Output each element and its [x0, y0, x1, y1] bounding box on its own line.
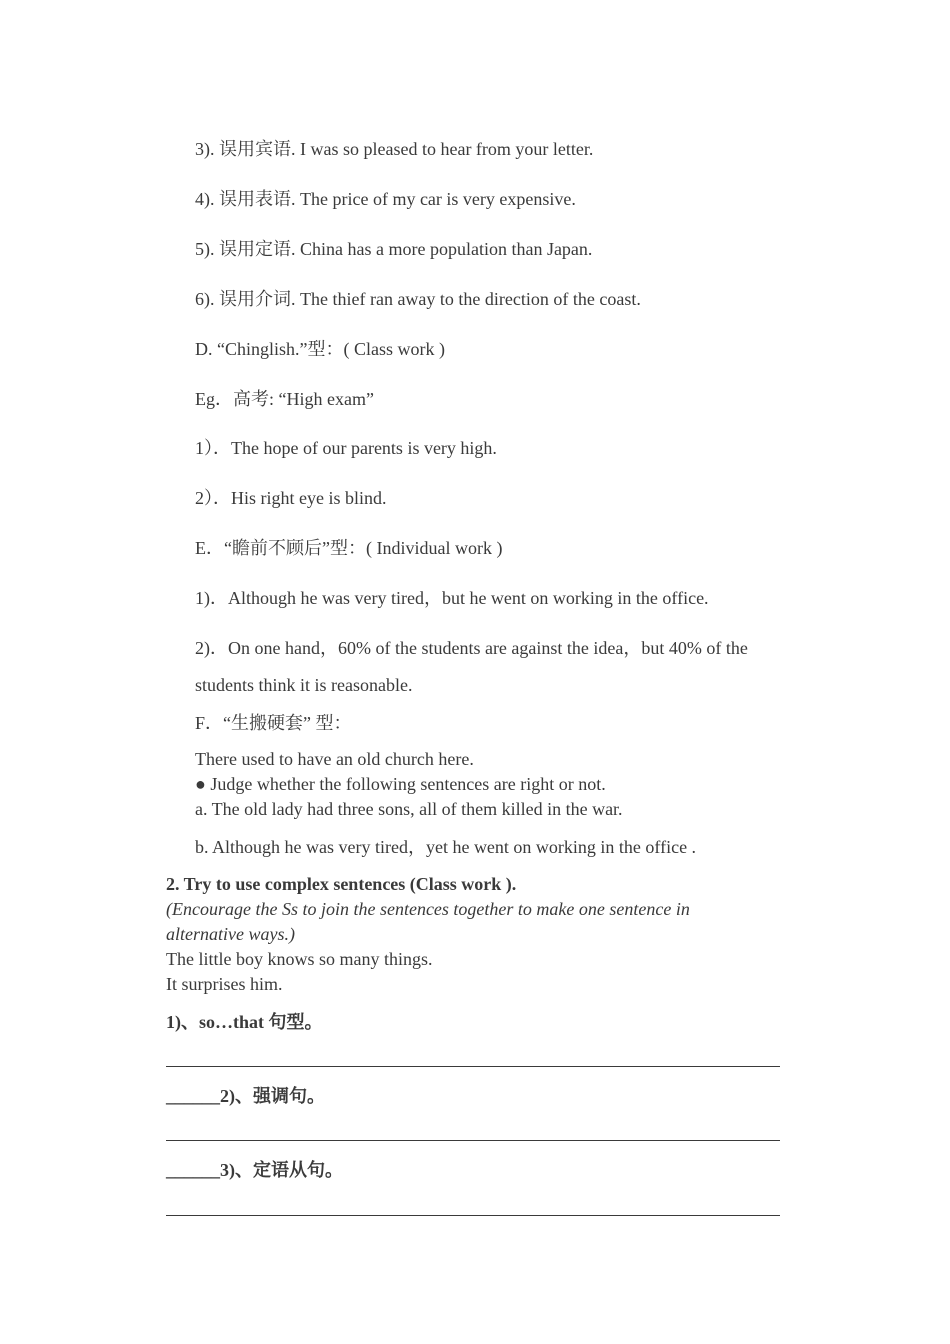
section-e-heading: E．“瞻前不顾后”型：( Individual work ) — [195, 538, 503, 558]
text-line: 2）．His right eye is blind. — [195, 488, 387, 508]
text-line: 1)．Although he was very tired，but he went on working in the office. — [195, 588, 709, 608]
text-line: students think it is reasonable. — [195, 675, 413, 695]
text-line: 2)．On one hand，60% of the students are against the idea，but 40% of the — [195, 638, 748, 658]
exercise-item: ______3)、定语从句。 — [166, 1160, 343, 1180]
text-line: 3). 误用宾语. I was so pleased to hear from your letter. — [195, 139, 594, 159]
section-d-heading: D. “Chinglish.”型：( Class work ) — [195, 339, 445, 359]
text-line: There used to have an old church here. — [195, 749, 474, 769]
answer-line[interactable] — [166, 1140, 780, 1141]
text-line: 1）．The hope of our parents is very high. — [195, 438, 497, 458]
text-line: 5). 误用定语. China has a more population than Japan. — [195, 239, 593, 259]
text-line: ● Judge whether the following sentences are right or not. — [195, 774, 606, 794]
exercise-item: 1)、so…that 句型。 — [166, 1012, 323, 1032]
section-f-heading: F．“生搬硬套” 型： — [195, 713, 352, 733]
section-2-note: alternative ways.) — [166, 924, 295, 944]
answer-line[interactable] — [166, 1215, 780, 1216]
text-line: 6). 误用介词. The thief ran away to the direction of the coast. — [195, 289, 641, 309]
text-line: Eg．高考: “High exam” — [195, 389, 374, 409]
exercise-item: ______2)、强调句。 — [166, 1086, 325, 1106]
answer-line[interactable] — [166, 1066, 780, 1067]
example-sentence: It surprises him. — [166, 974, 283, 994]
text-line: a. The old lady had three sons, all of them killed in the war. — [195, 799, 623, 819]
section-2-title: 2. Try to use complex sentences (Class work ). — [166, 874, 517, 894]
text-line: 4). 误用表语. The price of my car is very expensive. — [195, 189, 576, 209]
example-sentence: The little boy knows so many things. — [166, 949, 433, 969]
text-line: b. Although he was very tired，yet he went on working in the office . — [195, 837, 697, 857]
section-2-note: (Encourage the Ss to join the sentences together to make one sentence in — [166, 899, 690, 919]
